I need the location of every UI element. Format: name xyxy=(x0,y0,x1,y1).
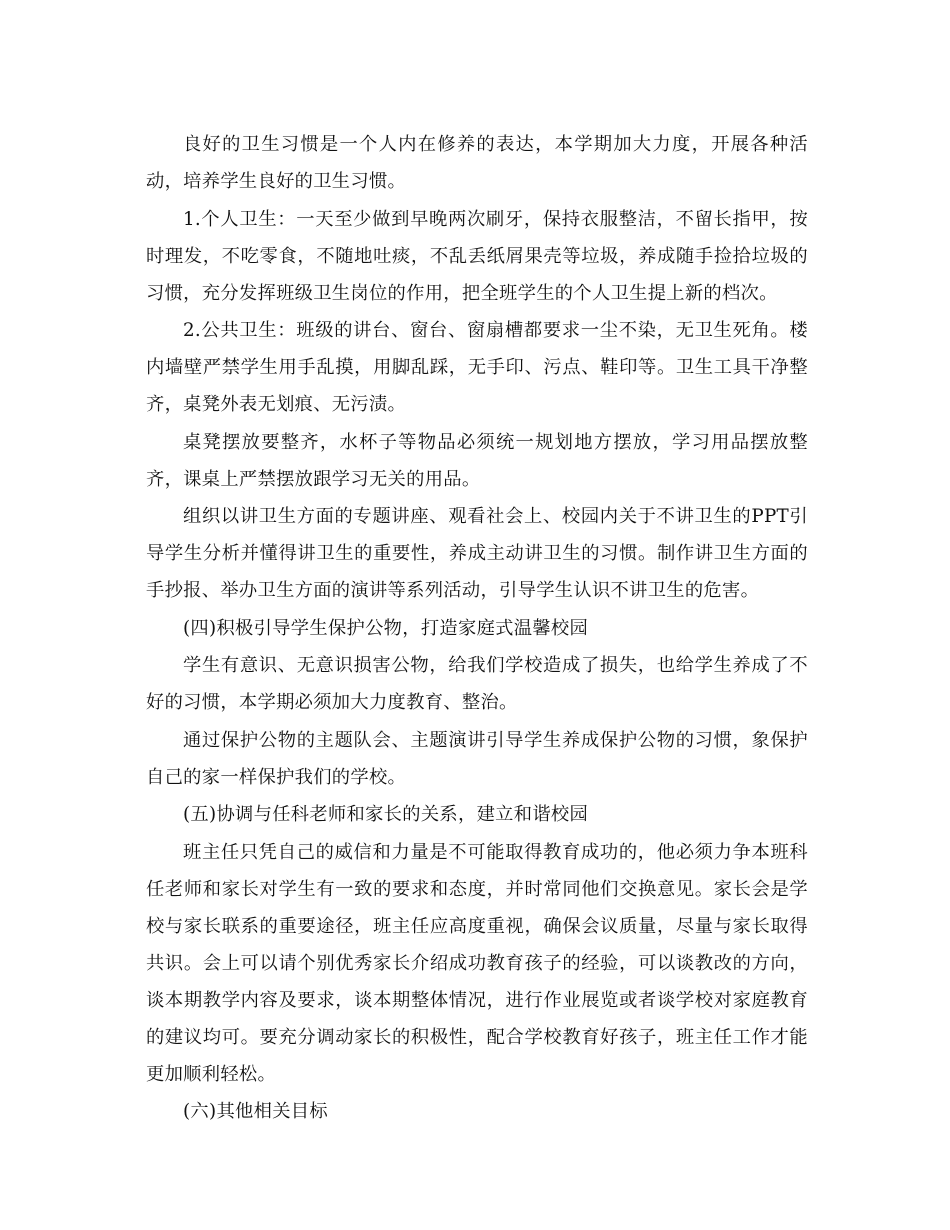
paragraph-hygiene-intro: 良好的卫生习惯是一个人内在修养的表达，本学期加大力度，开展各种活动，培养学生良好的卫生习惯。 xyxy=(146,134,808,192)
paragraph-personal-hygiene: 1.个人卫生：一天至少做到早晚两次刷牙，保持衣服整洁，不留长指甲，按时理发，不吃零食，不随地吐痰，不乱丢纸屑果壳等垃圾，养成随手捡拾垃圾的习惯，充分发挥班级卫生岗位的作用，把全班学生的个人卫生提上新的档次。 xyxy=(146,208,808,304)
paragraph-public-property-issue: 学生有意识、无意识损害公物，给我们学校造成了损失，也给学生养成了不好的习惯，本学期必须加大力度教育、整治。 xyxy=(146,655,808,713)
section-heading-6: (六)其他相关目标 xyxy=(183,1101,328,1122)
document-body xyxy=(146,126,808,1130)
paragraph-teacher-parent-coordination: 班主任只凭自己的威信和力量是不可能取得教育成功的，他必须力争本班科任老师和家长对学生有一致的要求和态度，并时常同他们交换意见。家长会是学校与家长联系的重要途径，班主任应高度重视，确保会议质量，尽量与家长取得共识。会上可以请个别优秀家长介绍成功教育孩子的经验，可以谈教改的方向，谈本期教学内容及要求，谈本期整体情况，进行作业展览或者谈学校对家庭教育的建议均可。要充分调动家长的积极性，配合学校教育好孩子，班主任工作才能更加顺利轻松。 xyxy=(146,841,808,1085)
paragraph-desk-arrangement: 桌凳摆放要整齐，水杯子等物品必须统一规划地方摆放，学习用品摆放整齐，课桌上严禁摆放跟学习无关的用品。 xyxy=(146,431,808,490)
section-heading-5: (五)协调与任科老师和家长的关系，建立和谐校园 xyxy=(183,804,589,825)
paragraph-public-hygiene: 2.公共卫生：班级的讲台、窗台、窗扇槽都要求一尘不染，无卫生死角。楼内墙壁严禁学生用手乱摸，用脚乱踩，无手印、污点、鞋印等。卫生工具干净整齐，桌凳外表无划痕、无污渍。 xyxy=(146,320,808,415)
section-heading-4: (四)积极引导学生保护公物，打造家庭式温馨校园 xyxy=(183,617,589,639)
paragraph-public-property-activities: 通过保护公物的主题队会、主题演讲引导学生养成保护公物的习惯，象保护自己的家一样保护我们的学校。 xyxy=(146,729,808,788)
paragraph-hygiene-activities: 组织以讲卫生方面的专题讲座、观看社会上、校园内关于不讲卫生的PPT引导学生分析并懂得讲卫生的重要性，养成主动讲卫生的习惯。制作讲卫生方面的手抄报、举办卫生方面的演讲等系列活动，引导学生认识不讲卫生的危害。 xyxy=(146,506,808,601)
